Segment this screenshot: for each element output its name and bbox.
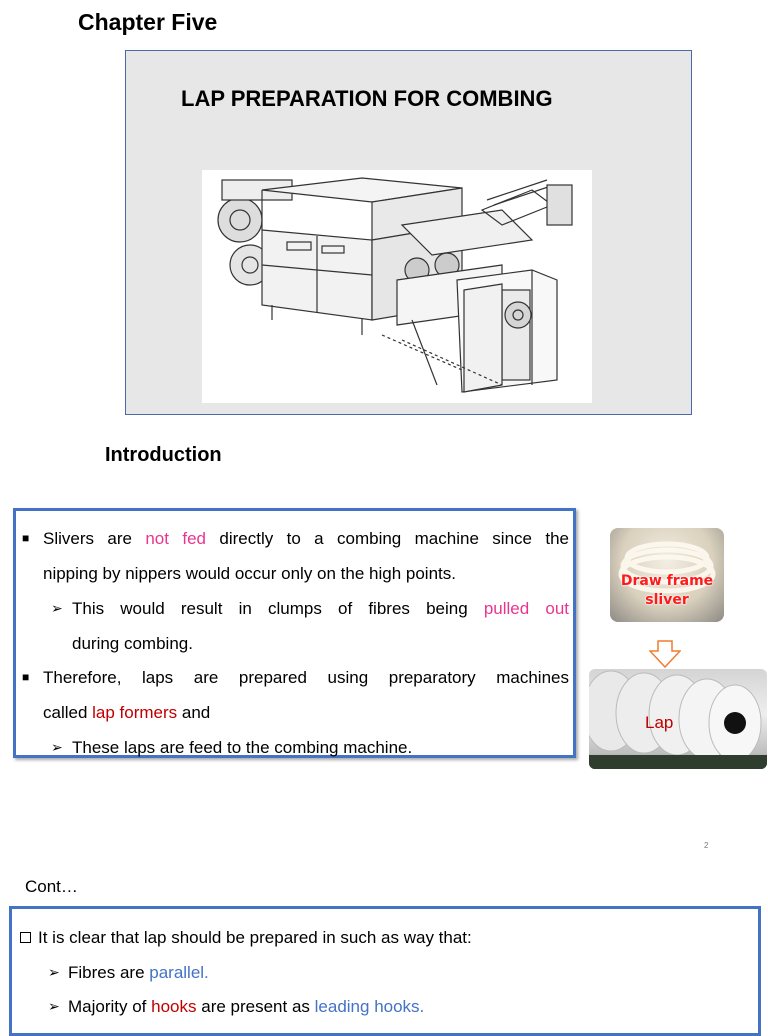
square-bullet-icon: ■ — [22, 531, 30, 545]
square-bullet-icon: ■ — [22, 670, 30, 684]
cont-intro-line: It is clear that lap should be prepared in such as way that: — [38, 928, 472, 947]
arrow-bullet-icon: ➢ — [51, 739, 63, 755]
bullet-2-line-2: called lap formers and — [43, 703, 211, 722]
title-slide-panel — [125, 50, 692, 415]
introduction-heading: Introduction — [105, 444, 222, 466]
continued-bullet-box — [9, 906, 761, 1036]
arrow-bullet-icon: ➢ — [51, 600, 63, 616]
lap-roll-icon — [589, 669, 767, 769]
sliver-label-line-2: sliver — [645, 592, 689, 608]
sub-bullet-1-line-2: during combing. — [72, 634, 193, 653]
draw-frame-sliver-image — [610, 528, 724, 622]
bullet-1-line-1: Slivers are not fed directly to a combing machine since the — [43, 529, 569, 548]
bullet-2-line-1: Therefore, laps are prepared using preparatory machines — [43, 668, 569, 687]
sliver-label-line-1: Draw frame — [620, 573, 714, 589]
bullet-1-line-2: nipping by nippers would occur only on the high points. — [43, 564, 456, 583]
sub-bullet-1-line-1: This would result in clumps of fibres being pulled out — [72, 599, 569, 618]
page-number: 2 — [704, 841, 709, 850]
lap-forming-machine-image — [202, 170, 592, 403]
chapter-title: Chapter Five — [78, 9, 218, 35]
arrow-bullet-icon: ➢ — [48, 964, 60, 980]
cont-item-2: Majority of hooks are present as leading hooks. — [68, 997, 425, 1016]
cont-item-1: Fibres are parallel. — [68, 963, 209, 982]
lap-label: Lap — [645, 713, 674, 732]
sub-bullet-2-line-1: These laps are feed to the combing machine. — [72, 738, 413, 757]
slide-title: LAP PREPARATION FOR COMBING — [181, 86, 553, 111]
down-arrow-icon — [649, 640, 681, 668]
machine-drawing-icon — [202, 170, 592, 403]
lap-image — [589, 669, 767, 769]
arrow-bullet-icon: ➢ — [48, 998, 60, 1014]
continued-label: Cont… — [25, 877, 78, 896]
checkbox-bullet-icon — [20, 932, 31, 943]
intro-bullet-box — [13, 508, 576, 758]
